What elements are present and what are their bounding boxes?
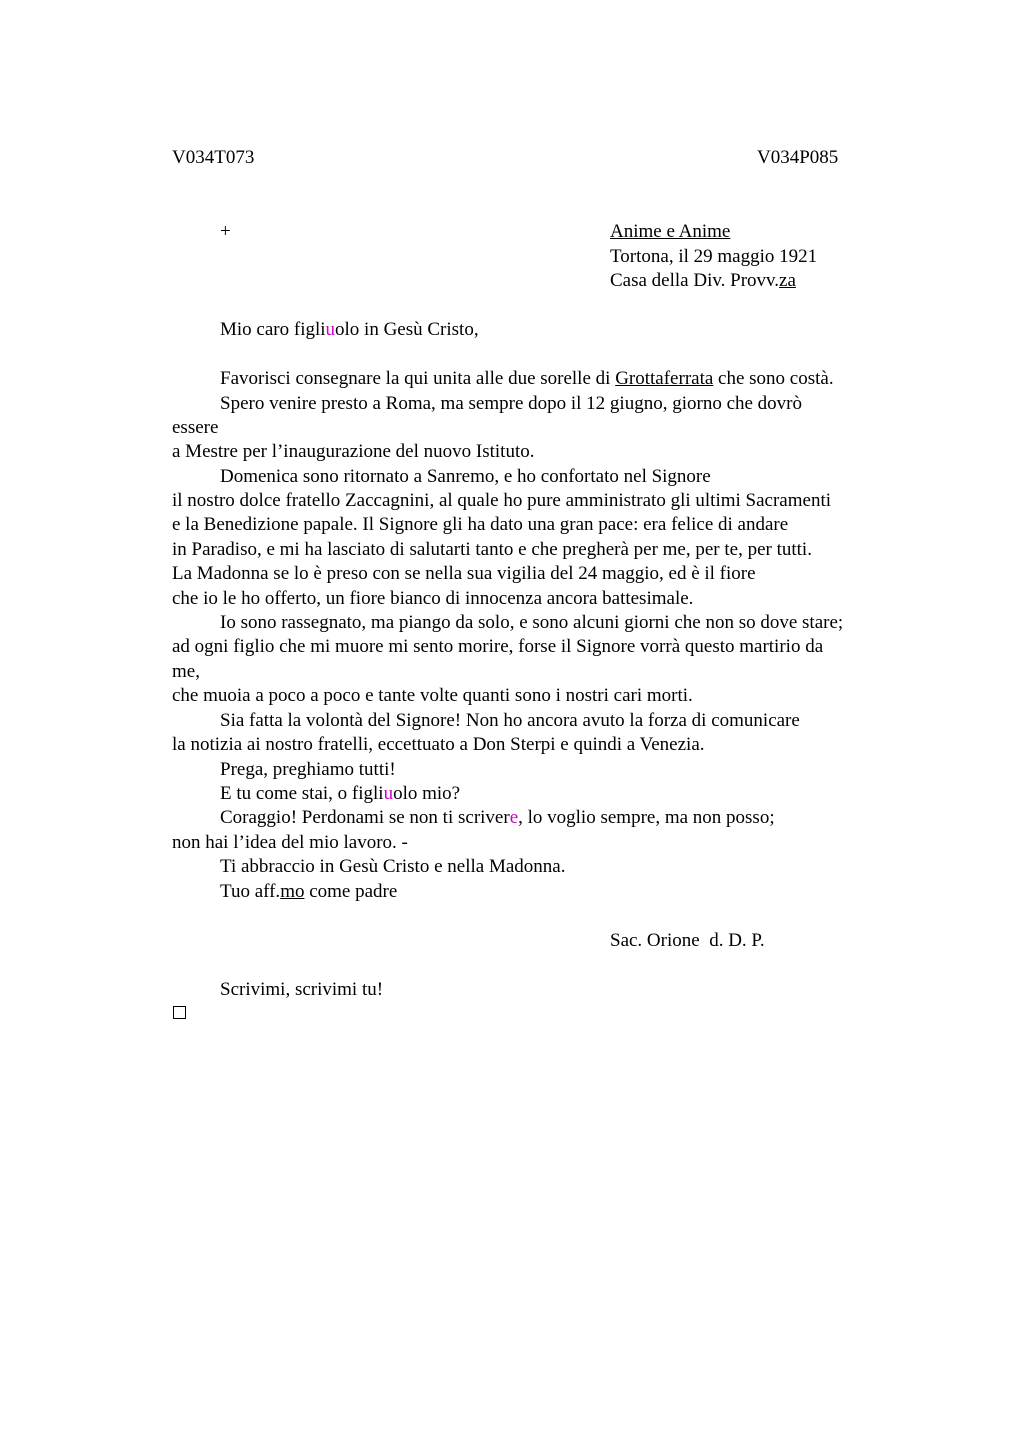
body-line-8: in Paradiso, e mi ha lasciato di salutarti tanto e che pregherà per me, per te, per tutti. [172,539,812,560]
body-text: E tu come stai, o figli [220,783,384,804]
body-line-15: Sia fatta la volontà del Signore! Non ho ancora avuto la forza di comunicare [220,710,800,731]
body-line-5: Domenica sono ritornato a Sanremo, e ho confortato nel Signore [220,466,711,487]
body-line-7: e la Benedizione papale. Il Signore gli ha dato una gran pace: era felice di andare [172,514,789,535]
body-line-6: il nostro dolce fratello Zaccagnini, al quale ho pure amministrato gli ultimi Sacramenti [172,490,831,511]
salutation-part: Mio caro figli [220,319,326,340]
body-line-11: Io sono rassegnato, ma piango da solo, e sono alcuni giorni che non so dove stare; [220,612,844,633]
postscript: Scrivimi, scrivimi tu! [220,979,384,1000]
heading-place-date: Tortona, il 29 maggio 1921 [610,246,818,267]
salutation-part: olo in Gesù Cristo, [335,319,479,340]
body-line-13: me, [172,661,200,682]
heading-house-prefix: Casa della Div. Provv. [610,270,780,291]
body-text: che sono costà. [713,368,834,389]
body-line-10: che io le ho offerto, un fiore bianco di innocenza ancora battesimale. [172,588,694,609]
body-text: Tuo aff. [220,881,281,902]
salutation-highlight: u [325,319,336,340]
place-name-grottaferrata: Grottaferrata [615,368,714,389]
header-left-code: V034T073 [172,147,255,168]
body-highlight: e [509,807,519,828]
heading-house [610,269,796,293]
body-text: come padre [304,881,398,902]
body-superscript-abbrev: mo [280,881,305,902]
body-line-14: che muoia a poco a poco e tante volte quanti sono i nostri cari morti. [172,685,693,706]
body-text: Coraggio! Perdonami se non ti scriver [220,807,510,828]
body-line-4: a Mestre per l’inaugurazione del nuovo Istituto. [172,441,535,462]
body-line-17: Prega, preghiamo tutti! [220,759,396,780]
body-line-16: la notizia ai nostro fratelli, eccettuato a Don Sterpi e quindi a Venezia. [172,734,705,755]
salutation [220,318,479,342]
body-text: , lo voglio sempre, ma non posso; [518,807,775,828]
checkbox-icon [173,1006,186,1019]
body-line-9: La Madonna se lo è preso con se nella sua vigilia del 24 maggio, ed è il fiore [172,563,756,584]
body-line-3: essere [172,417,219,438]
heading-motto: Anime e Anime [610,221,731,242]
body-line-2: Spero venire presto a Roma, ma sempre dopo il 12 giugno, giorno che dovrò [220,393,803,414]
header-right-code: V034P085 [757,147,839,168]
signature: Sac. Orione d. D. P. [610,930,765,951]
body-line-22 [220,880,397,904]
body-highlight: u [383,783,394,804]
body-line-18 [220,782,460,806]
body-line-1 [220,367,834,391]
body-line-12: ad ogni figlio che mi muore mi sento morire, forse il Signore vorrà questo martirio da [172,636,824,657]
body-line-21: Ti abbraccio in Gesù Cristo e nella Madonna. [220,856,566,877]
body-text: Favorisci consegnare la qui unita alle due sorelle di [220,368,616,389]
body-text: olo mio? [393,783,461,804]
body-line-20: non hai l’idea del mio lavoro. - [172,832,408,853]
heading-house-suffix: za [779,270,796,291]
cross-mark: + [220,221,231,242]
body-line-19 [220,806,775,830]
